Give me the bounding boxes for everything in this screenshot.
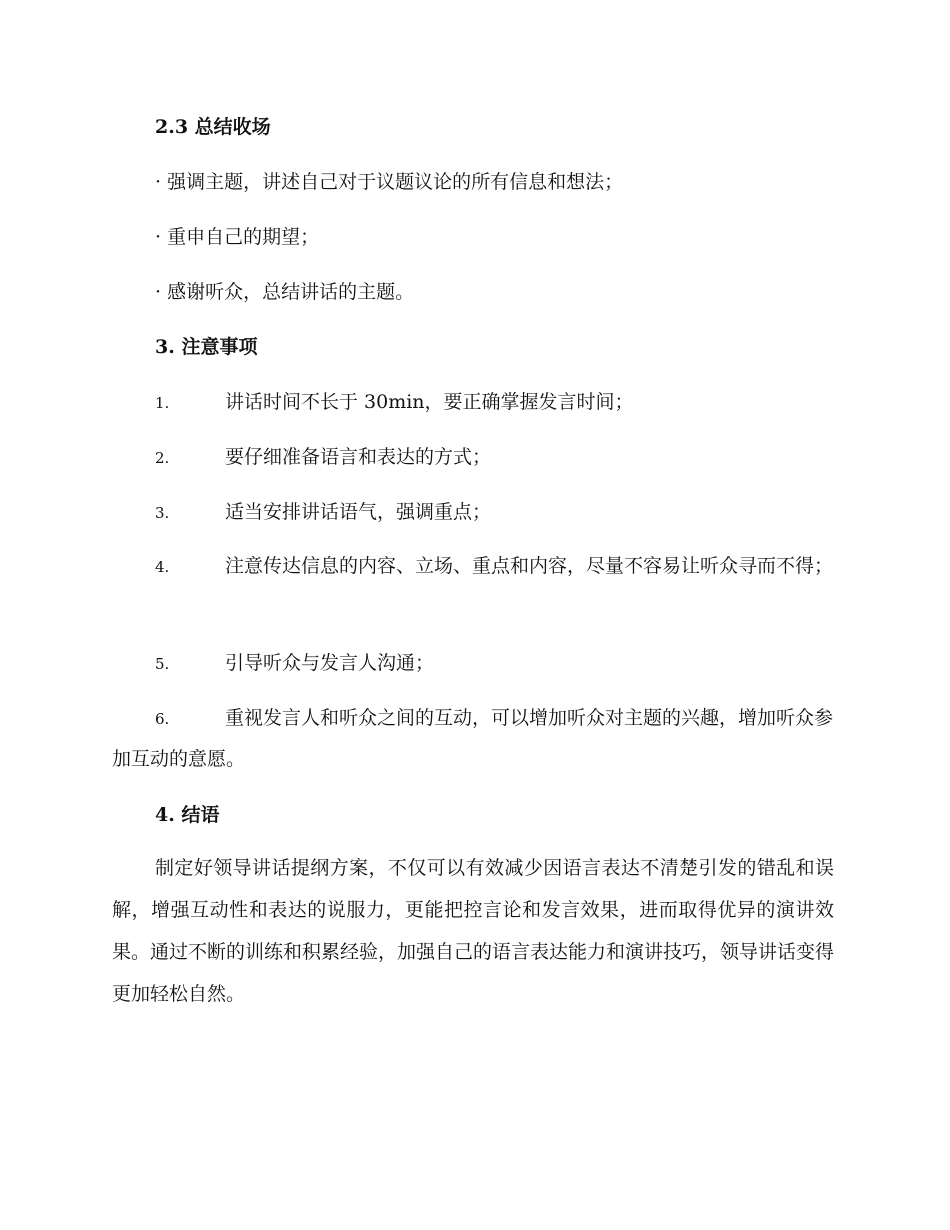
item-number: 5. [155, 655, 170, 673]
item-number: 1. [155, 394, 170, 412]
numbered-item-6 [112, 698, 834, 779]
item-text: 引导听众与发言人沟通； [225, 652, 435, 674]
numbered-item-1 [112, 382, 834, 423]
numbered-item-5 [112, 643, 834, 684]
section-heading-3: 3. 注意事项 [155, 336, 258, 358]
item-text: 要仔细准备语言和表达的方式； [225, 446, 492, 468]
numbered-item-3 [112, 492, 834, 533]
item-number: 2. [155, 449, 170, 467]
section-heading-4: 4. 结语 [155, 804, 220, 826]
item-number: 3. [155, 504, 170, 522]
item-number: 6. [155, 710, 170, 728]
item-text: 重视发言人和听众之间的互动，可以增加听众对主题的兴趣，增加听众参加互动的意愿。 [112, 707, 834, 770]
bullet-item-3: · 感谢听众，总结讲话的主题。 [155, 281, 415, 303]
item-number: 4. [155, 558, 170, 576]
numbered-item-2 [112, 437, 834, 478]
item-text: 适当安排讲话语气，强调重点； [225, 501, 492, 523]
item-text: 讲话时间不长于 30min，要正确掌握发言时间； [225, 391, 634, 413]
section-heading-2-3: 2.3 总结收场 [155, 116, 271, 138]
bullet-item-1: · 强调主题，讲述自己对于议题议论的所有信息和想法； [155, 171, 624, 193]
item-text: 注意传达信息的内容、立场、重点和内容，尽量不容易让听众寻而不得； [225, 555, 834, 577]
numbered-item-4 [112, 546, 834, 587]
bullet-item-2: · 重申自己的期望； [155, 226, 320, 248]
conclusion-paragraph: 制定好领导讲话提纲方案，不仅可以有效减少因语言表达不清楚引发的错乱和误解，增强互动性和表达的说服力，更能把控言论和发言效果，进而取得优异的演讲效果。通过不断的训练和积累经验，加强自己的语言表达能力和演讲技巧，领导讲话变得更加轻松自然。 [112, 857, 835, 1005]
